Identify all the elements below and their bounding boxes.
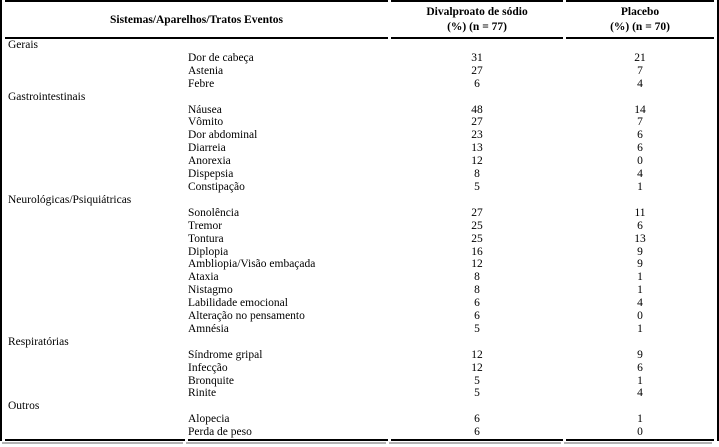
- divalproato-value: 6: [391, 426, 563, 441]
- row-indent-spacer: [5, 271, 185, 284]
- event-name: Anorexia: [188, 155, 231, 168]
- event-row: [5, 52, 714, 65]
- event-row: [5, 220, 714, 233]
- column-header-divalproato-line2: (%) (n = 77): [447, 21, 507, 33]
- placebo-value: 1: [637, 271, 643, 284]
- event-name: Ambliopia/Visão embaçada: [188, 258, 316, 271]
- row-indent-spacer: [5, 78, 185, 91]
- divalproato-value: 12: [471, 155, 483, 168]
- row-indent-spacer: [5, 323, 185, 336]
- divalproato-value: 12: [471, 348, 483, 361]
- column-header-divalproato-line1: Divalproato de sódio: [426, 6, 528, 18]
- event-name: Astenia: [188, 64, 224, 77]
- divalproato-value: 6: [474, 77, 480, 90]
- divalproato-value: 5: [474, 180, 480, 193]
- event-name: Diplopia: [188, 245, 229, 258]
- row-indent-spacer: [5, 233, 185, 246]
- divalproato-value: 8: [474, 168, 480, 181]
- event-row: [5, 271, 714, 284]
- event-row: [5, 258, 714, 271]
- divalproato-value: 6: [474, 297, 480, 310]
- row-indent-spacer: [5, 258, 185, 271]
- row-indent-spacer: [5, 207, 185, 220]
- event-row: [5, 323, 714, 336]
- event-row: [5, 362, 714, 375]
- row-indent-spacer: [5, 181, 185, 194]
- event-row: [5, 246, 714, 259]
- column-header-placebo-line1: Placebo: [620, 6, 660, 18]
- adverse-events-table-grid: [2, 0, 717, 441]
- divalproato-value: 12: [471, 258, 483, 271]
- event-name: Perda de peso: [188, 426, 388, 441]
- row-indent-spacer: [5, 246, 185, 259]
- event-name: Vômito: [188, 116, 224, 129]
- column-header-placebo: [566, 0, 714, 39]
- row-indent-spacer: [5, 387, 185, 400]
- row-indent-spacer: [5, 297, 185, 310]
- divalproato-value: 5: [474, 322, 480, 335]
- event-row: [5, 168, 714, 181]
- event-name: Nistagmo: [188, 284, 233, 297]
- divalproato-value: 8: [474, 284, 480, 297]
- section-category-label: Respiratórias: [8, 335, 69, 348]
- event-name: Febre: [188, 77, 215, 90]
- event-row: [5, 65, 714, 78]
- event-name: Amnésia: [188, 322, 229, 335]
- gray-segment: [186, 442, 386, 444]
- gray-segment: [389, 442, 561, 444]
- placebo-value: 0: [637, 310, 643, 323]
- gray-segment: [2, 442, 183, 444]
- divalproato-value: 13: [471, 142, 483, 155]
- section-category-label: Gerais: [8, 39, 39, 51]
- event-name: Tremor: [188, 219, 223, 232]
- event-row: [5, 129, 714, 142]
- event-name: Dor abdominal: [188, 129, 258, 142]
- event-name: Diarreia: [188, 142, 226, 155]
- row-indent-spacer: [5, 142, 185, 155]
- row-indent-spacer: [5, 168, 185, 181]
- placebo-value: 1: [637, 284, 643, 297]
- event-name: Dor de cabeça: [188, 51, 254, 64]
- event-row: [5, 297, 714, 310]
- section-category-row: [5, 39, 714, 52]
- row-indent-spacer: [5, 116, 185, 129]
- event-row: [5, 155, 714, 168]
- event-name: Alopecia: [188, 413, 230, 426]
- divalproato-value: 25: [471, 219, 483, 232]
- placebo-value: 1: [637, 374, 643, 387]
- placebo-value: 4: [637, 77, 643, 90]
- event-name: Infecção: [188, 361, 228, 374]
- event-name: Dispepsia: [188, 168, 234, 181]
- event-row: [5, 181, 714, 194]
- event-name: Sonolência: [188, 206, 240, 219]
- section-category-label: Outros: [8, 400, 40, 413]
- section-category-row: [5, 336, 714, 349]
- placebo-value: 1: [637, 322, 643, 335]
- event-row: [5, 375, 714, 388]
- divalproato-value: 48: [471, 103, 483, 116]
- divalproato-value: 27: [471, 206, 483, 219]
- row-indent-spacer: [5, 413, 185, 426]
- row-indent-spacer: [5, 310, 185, 323]
- event-row: [5, 116, 714, 129]
- divalproato-value: 12: [471, 361, 483, 374]
- placebo-value: 21: [634, 51, 646, 64]
- column-header-events: [5, 0, 388, 39]
- event-row: [5, 310, 714, 323]
- row-indent-spacer: [5, 375, 185, 388]
- event-row: [5, 142, 714, 155]
- divalproato-value: 27: [471, 64, 483, 77]
- placebo-value: 0: [566, 426, 714, 441]
- placebo-value: 14: [634, 103, 646, 116]
- divalproato-value: 25: [471, 232, 483, 245]
- placebo-value: 9: [637, 245, 643, 258]
- column-header-events-label: Sistemas/Aparelhos/Tratos Eventos: [109, 13, 284, 26]
- event-name: Tontura: [188, 232, 224, 245]
- row-indent-spacer: [5, 426, 185, 441]
- column-header-divalproato: [391, 0, 563, 39]
- event-name: Ataxia: [188, 271, 219, 284]
- row-indent-spacer: [5, 362, 185, 375]
- divalproato-value: 8: [474, 271, 480, 284]
- placebo-value: 6: [637, 142, 643, 155]
- placebo-value: 4: [637, 168, 643, 181]
- event-name: Síndrome gripal: [188, 348, 263, 361]
- row-indent-spacer: [5, 284, 185, 297]
- event-name: Constipação: [188, 180, 245, 193]
- event-row: [5, 349, 714, 362]
- placebo-value: 1: [637, 180, 643, 193]
- event-row: [5, 387, 714, 400]
- table-header-row: [5, 0, 714, 39]
- event-name: Bronquite: [188, 374, 234, 387]
- row-indent-spacer: [5, 220, 185, 233]
- event-row: [5, 426, 714, 441]
- placebo-value: 7: [637, 64, 643, 77]
- placebo-value: 11: [634, 206, 646, 219]
- gray-segment: [564, 442, 712, 444]
- row-indent-spacer: [5, 349, 185, 362]
- event-row: [5, 78, 714, 91]
- divalproato-value: 6: [474, 413, 480, 426]
- placebo-value: 4: [637, 387, 643, 400]
- placebo-value: 6: [637, 361, 643, 374]
- section-category-row: [5, 400, 714, 413]
- placebo-value: 4: [637, 297, 643, 310]
- divalproato-value: 5: [474, 387, 480, 400]
- placebo-value: 9: [637, 258, 643, 271]
- row-indent-spacer: [5, 104, 185, 117]
- event-name: Alteração no pensamento: [188, 310, 305, 323]
- placebo-value: 6: [637, 219, 643, 232]
- placebo-value: 7: [637, 116, 643, 129]
- placebo-value: 13: [634, 232, 646, 245]
- event-row: [5, 233, 714, 246]
- divalproato-value: 27: [471, 116, 483, 129]
- row-indent-spacer: [5, 52, 185, 65]
- divalproato-value: 31: [471, 51, 483, 64]
- placebo-value: 6: [637, 129, 643, 142]
- event-row: [5, 413, 714, 426]
- divalproato-value: 16: [471, 245, 483, 258]
- event-row: [5, 104, 714, 117]
- divalproato-value: 5: [474, 374, 480, 387]
- section-category-row: [5, 91, 714, 104]
- placebo-value: 1: [637, 413, 643, 426]
- section-category-row: [5, 194, 714, 207]
- event-name: Rinite: [188, 387, 217, 400]
- section-category-label: Gastrointestinais: [8, 90, 86, 103]
- event-row: [5, 207, 714, 220]
- event-name: Náusea: [188, 103, 222, 116]
- column-header-placebo-line2: (%) (n = 70): [610, 21, 670, 33]
- section-category-label: Neurológicas/Psiquiátricas: [8, 193, 132, 206]
- placebo-value: 0: [637, 155, 643, 168]
- divalproato-value: 6: [474, 310, 480, 323]
- next-table-edge-line: [2, 442, 717, 444]
- divalproato-value: 23: [471, 129, 483, 142]
- row-indent-spacer: [5, 65, 185, 78]
- row-indent-spacer: [5, 129, 185, 142]
- event-name: Labilidade emocional: [188, 297, 288, 310]
- row-indent-spacer: [5, 155, 185, 168]
- event-row: [5, 284, 714, 297]
- placebo-value: 9: [637, 348, 643, 361]
